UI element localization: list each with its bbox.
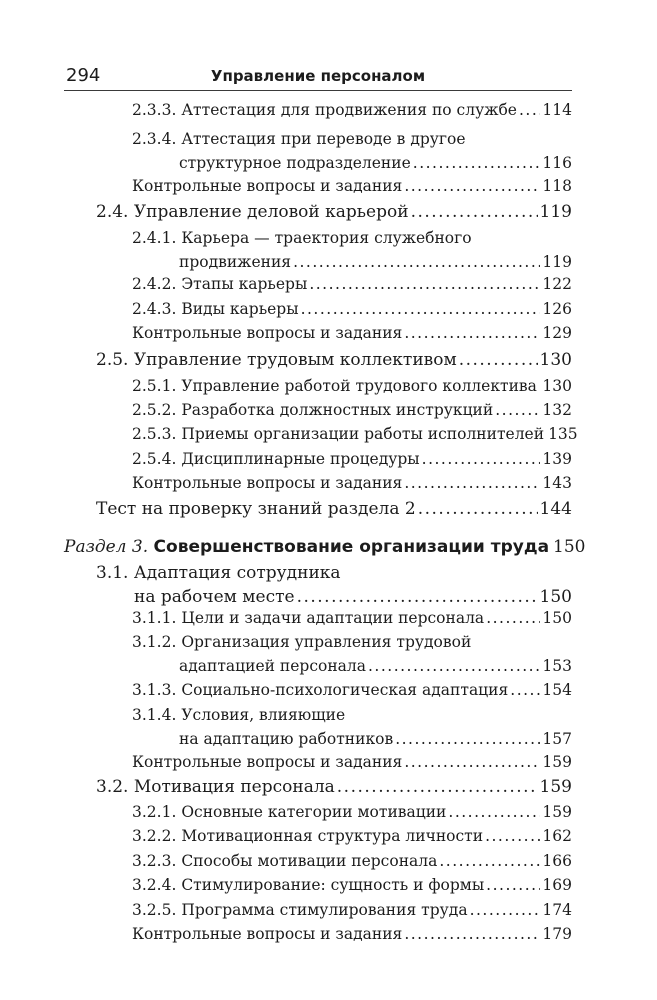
toc-title: Условия, влияющие xyxy=(181,706,346,724)
toc-title-cont: адаптацией персонала xyxy=(179,657,366,675)
toc-title: Этапы карьеры xyxy=(181,275,308,293)
toc-entry-review-179 xyxy=(0,925,657,985)
dot-leader xyxy=(411,202,538,222)
toc-page: 130 xyxy=(542,377,572,395)
toc-title: Приемы организации работы исполнителей xyxy=(181,425,545,443)
dot-leader xyxy=(404,925,540,943)
toc-page: 139 xyxy=(542,450,572,468)
dot-leader xyxy=(404,177,540,195)
toc-number: 2.5. xyxy=(96,350,129,370)
toc-page: 174 xyxy=(542,901,572,919)
dot-leader xyxy=(309,275,540,293)
dot-leader xyxy=(448,803,540,821)
dot-leader xyxy=(519,101,540,119)
toc-title: Контрольные вопросы и задания xyxy=(132,177,403,195)
dot-leader xyxy=(486,876,540,894)
dot-leader xyxy=(293,253,540,271)
toc-page: 118 xyxy=(542,177,572,195)
toc-title: Тест на проверку знаний раздела 2 xyxy=(96,499,416,519)
dot-leader xyxy=(470,901,541,919)
toc-title: Управление трудовым коллективом xyxy=(133,350,457,370)
toc-number: 2.4.3. xyxy=(132,300,177,318)
toc-page: 159 xyxy=(542,803,572,821)
dot-leader xyxy=(301,300,541,318)
dot-leader xyxy=(486,609,540,627)
dot-leader xyxy=(539,377,541,395)
toc-page: 143 xyxy=(542,474,572,492)
dot-leader xyxy=(495,401,540,419)
toc-title: Основные категории мотивации xyxy=(181,803,447,821)
toc-number: 3.2. xyxy=(96,777,129,797)
toc-page: 126 xyxy=(542,300,572,318)
toc-number: 2.3.3. xyxy=(132,101,177,119)
toc-page: 159 xyxy=(542,753,572,771)
toc-number: 3.2.5. xyxy=(132,901,177,919)
toc-page: 166 xyxy=(542,852,572,870)
toc-title: Мотивационная структура личности xyxy=(181,827,484,845)
dot-leader xyxy=(485,827,540,845)
dot-leader xyxy=(395,730,540,748)
toc-title-cont: продвижения xyxy=(179,253,292,271)
toc-number: 3.2.1. xyxy=(132,803,177,821)
toc-number: 2.5.3. xyxy=(132,425,177,443)
toc-title: Карьера — траектория служебного xyxy=(181,229,472,247)
toc-title-cont: на адаптацию работников xyxy=(179,730,394,748)
toc-number: 2.4. xyxy=(96,202,129,222)
toc-page: 114 xyxy=(542,101,572,119)
toc-title: Цели и задачи адаптации персонала xyxy=(181,609,485,627)
toc-number: 2.4.2. xyxy=(132,275,177,293)
toc-title: Контрольные вопросы и задания xyxy=(132,324,403,342)
toc-number: 3.2.4. xyxy=(132,876,177,894)
dot-leader xyxy=(297,587,538,607)
toc-page: 162 xyxy=(542,827,572,845)
toc-page: 154 xyxy=(542,681,572,699)
page-number: 294 xyxy=(66,65,101,86)
toc-number: 3.2.2. xyxy=(132,827,177,845)
toc-number: 3.1.4. xyxy=(132,706,177,724)
toc-page: 150 xyxy=(542,609,572,627)
toc-title: Организация управления трудовой xyxy=(181,633,472,651)
toc-title: Управление деловой карьерой xyxy=(133,202,409,222)
toc-title: Мотивация персонала xyxy=(133,777,335,797)
toc-number: 2.5.4. xyxy=(132,450,177,468)
toc-title-cont: структурное подразделение xyxy=(179,154,411,172)
toc-page: 169 xyxy=(542,876,572,894)
toc-title: Контрольные вопросы и задания xyxy=(132,474,403,492)
toc-title: Виды карьеры xyxy=(181,300,299,318)
toc-title: Дисциплинарные процедуры xyxy=(181,450,420,468)
toc-page: 153 xyxy=(542,657,572,675)
toc-page: 179 xyxy=(542,925,572,943)
running-title: Управление персоналом xyxy=(210,67,426,85)
toc-number: 3.1. xyxy=(96,563,129,583)
toc-title-cont: на рабочем месте xyxy=(134,587,295,607)
toc-page: 122 xyxy=(542,275,572,293)
page-header xyxy=(64,66,572,91)
toc-title: Программа стимулирования труда xyxy=(181,901,468,919)
dot-leader xyxy=(337,777,538,797)
toc-title: Адаптация сотрудника xyxy=(133,563,341,583)
toc-number: 3.1.2. xyxy=(132,633,177,651)
dot-leader xyxy=(368,657,540,675)
toc-title: Аттестация для продвижения по службе xyxy=(181,101,517,119)
toc-page: 119 xyxy=(542,253,572,271)
section-label: Раздел 3. xyxy=(64,537,149,557)
toc-title: Управление работой трудового коллектива xyxy=(181,377,537,395)
toc-number: 2.5.2. xyxy=(132,401,177,419)
toc-title: Контрольные вопросы и задания xyxy=(132,753,403,771)
dot-leader xyxy=(404,324,540,342)
toc-number: 3.1.1. xyxy=(132,609,177,627)
section-title: Совершенствование организации труда xyxy=(153,537,550,557)
toc-title: Аттестация при переводе в другое xyxy=(181,130,466,148)
toc-title: Социально-психологическая адаптация xyxy=(181,681,509,699)
toc-page: 150 xyxy=(553,537,586,557)
dot-leader xyxy=(439,852,540,870)
toc-page: 144 xyxy=(539,499,572,519)
toc-title: Контрольные вопросы и задания xyxy=(132,925,403,943)
dot-leader xyxy=(418,499,538,519)
dot-leader xyxy=(510,681,540,699)
toc-page: 159 xyxy=(539,777,572,797)
toc-title: Разработка должностных инструкций xyxy=(181,401,494,419)
dot-leader xyxy=(413,154,541,172)
toc-title: Стимулирование: сущность и формы xyxy=(181,876,485,894)
toc-number: 2.5.1. xyxy=(132,377,177,395)
toc-number: 2.4.1. xyxy=(132,229,177,247)
toc-page: 119 xyxy=(539,202,572,222)
toc-page: 129 xyxy=(542,324,572,342)
toc-title: Способы мотивации персонала xyxy=(181,852,438,870)
toc-page: 157 xyxy=(542,730,572,748)
toc-number: 3.2.3. xyxy=(132,852,177,870)
toc-page: 116 xyxy=(542,154,572,172)
toc-page: 130 xyxy=(539,350,572,370)
toc-page: 132 xyxy=(542,401,572,419)
dot-leader xyxy=(459,350,538,370)
toc-page: 150 xyxy=(539,587,572,607)
dot-leader xyxy=(422,450,541,468)
toc-page: 135 xyxy=(548,425,578,443)
dot-leader xyxy=(404,753,540,771)
dot-leader xyxy=(404,474,540,492)
toc-number: 3.1.3. xyxy=(132,681,177,699)
toc-number: 2.3.4. xyxy=(132,130,177,148)
